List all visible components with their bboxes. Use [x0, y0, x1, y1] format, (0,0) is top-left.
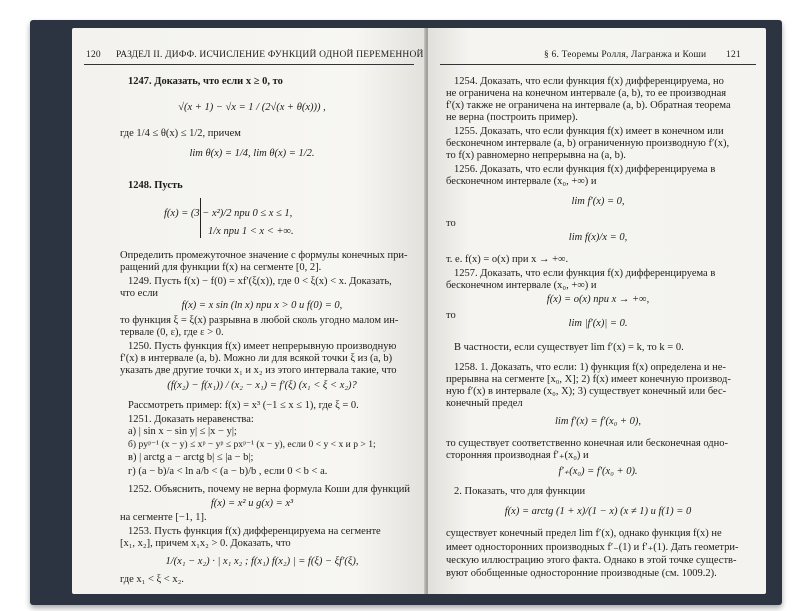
piecewise-line-2: 1/x при 1 < x < +∞. [208, 226, 294, 237]
formula-1256-a: lim f′(x) = 0, [571, 196, 625, 207]
problem-1258: 1258. 1. Доказать, что если: 1) функция f(x) определена и не- [454, 362, 726, 373]
problem-1255-text-1: бесконечном интервале (a, b) ограниченную производную f′(x), [446, 138, 730, 149]
formula-1252: f(x) = x² и g(x) = x³ [210, 498, 294, 509]
left-header-rule [84, 64, 414, 65]
problem-1258-part2-text-2: имеет односторонних производных f′₋(1) и f′₊(1). Дать геометри- [446, 542, 739, 553]
formula-arctg: f(x) = arctg (1 + x)/(1 − x) (x ≠ 1) и f(1) = 0 [504, 506, 692, 517]
piecewise-line-1: f(x) = (3 − x²)/2 при 0 ≤ x ≤ 1, [164, 208, 293, 219]
problem-1255: 1255. Доказать, что если функция f(x) имеет в конечном или [454, 126, 724, 137]
problem-1258-part2: 2. Показать, что для функции [454, 486, 586, 497]
formula-1250: (f(x₂) − f(x₁)) / (x₂ − x₁) = f′(ξ) (x₁ < ξ < x₂)? [167, 380, 357, 391]
problem-1257-text: бесконечном интервале (x₀, +∞) и [446, 280, 597, 291]
formula-theta-limits: lim θ(x) = 1/4, lim θ(x) = 1/2. [189, 148, 315, 159]
word-then-2: то [446, 310, 456, 321]
formula-1257-a: f(x) = o(x) при x → +∞, [546, 294, 650, 305]
problem-1258-text-2: ную f′(x) в интервале (x₀, X); 3) существует конечный или бес- [446, 386, 727, 397]
problem-1253-text: [x₁, x₂], причем x₁x₂ > 0. Доказать, что [120, 538, 291, 549]
right-running-head: § 6. Теоремы Ролля, Лагранжа и Коши [544, 50, 707, 60]
book-cover [30, 20, 782, 605]
problem-1258-text-4: то существует соответственно конечная или бесконечная одно- [446, 438, 728, 449]
right-page-number: 121 [726, 50, 741, 60]
left-page-number: 120 [86, 50, 101, 60]
problem-1258-text-5: сторонняя производная f′₊(x₀) и [446, 450, 589, 461]
problem-1248-text-1: Определить промежуточное значение c формулы конечных при- [120, 250, 408, 261]
problem-1257-corollary: В частности, если существует lim f′(x) = k, то k = 0. [454, 342, 684, 353]
problem-1248-text-2: ращений для функции f(x) на сегменте [0, 2]. [120, 262, 322, 273]
formula-1258-derivative: f′₊(x₀) = f′(x₀ + 0). [558, 466, 638, 477]
problem-1254-text-1: не ограничена на конечном интервале (a, b), то ее производная [446, 88, 727, 99]
inequality-a: а) | sin x − sin y| ≤ |x − y|; [128, 426, 237, 437]
left-page [72, 28, 426, 594]
problem-1258-part2-text-3: ческую иллюстрацию этого факта. Однако в этой точке существ- [446, 555, 737, 566]
right-page [428, 28, 766, 594]
problem-1258-text-3: конечный предел [446, 398, 523, 409]
problem-1258-text-1: прерывна на сегменте [x₀, X]; 2) f(x) имеет конечную производ- [446, 374, 731, 385]
problem-1254: 1254. Доказать, что если функция f(x) дифференцируема, но [454, 76, 724, 87]
problem-1253: 1253. Пусть функция f(x) дифференцируема на сегменте [128, 526, 381, 537]
problem-1258-part2-text-4: вуют обобщенные односторонние производные (см. 1009.2). [446, 568, 717, 579]
problem-1248: 1248. Пусть [128, 180, 183, 191]
problem-1256-text: бесконечном интервале (x₀, +∞) и [446, 176, 597, 187]
formula-1256-b: lim f(x)/x = 0, [568, 232, 628, 243]
problem-1256-conclusion: т. е. f(x) = o(x) при x → +∞. [446, 254, 569, 265]
problem-1254-text-2: f′(x) также не ограничена на интервале (a, b). Обратная теорема [446, 100, 731, 111]
inequality-d: г) (a − b)/a < ln a/b < (a − b)/b , если 0 < b < a. [128, 466, 328, 477]
problem-1256: 1256. Доказать, что если функция f(x) дифференцируема в [454, 164, 716, 175]
problem-1249-text-3: тервале (0, ε), где ε > 0. [120, 327, 224, 338]
formula-1249: f(x) = x sin (ln x) при x > 0 и f(0) = 0, [181, 300, 343, 311]
line-theta-bounds: где 1/4 ≤ θ(x) ≤ 1/2, причем [120, 128, 241, 139]
problem-1253-condition: где x₁ < ξ < x₂. [120, 574, 184, 585]
problem-1250: 1250. Пусть функция f(x) имеет непрерывную производную [128, 341, 397, 352]
problem-1258-part2-text-1: существует конечный предел lim f′(x), однако функция f(x) не [446, 528, 722, 539]
problem-1257: 1257. Доказать, что если функция f(x) дифференцируема в [454, 268, 716, 279]
problem-1249-text-2: то функция ξ = ξ(x) разрывна в любой сколь угодно малом ин- [120, 315, 399, 326]
formula-1257-b: lim |f′(x)| = 0. [568, 318, 628, 329]
formula-1247: √(x + 1) − √x = 1 / (2√(x + θ(x))) , [178, 102, 326, 113]
inequality-c: в) | arctg a − arctg b| ≤ |a − b|; [128, 452, 254, 463]
formula-1258-limit: lim f′(x) = f′(x₀ + 0), [555, 416, 641, 427]
problem-1251: 1251. Доказать неравенства: [128, 414, 254, 425]
left-running-head: РАЗДЕЛ II. ДИФФ. ИСЧИСЛЕНИЕ ФУНКЦИЙ ОДНОЙ ПЕРЕМЕННОЙ [116, 50, 424, 60]
inequality-b: б) pyᵖ⁻¹ (x − y) ≤ xᵖ − yᵖ ≤ pxᵖ⁻¹ (x − y), если 0 < y < x и p > 1; [128, 439, 376, 450]
right-header-rule [440, 64, 756, 65]
example-1250: Рассмотреть пример: f(x) = x³ (−1 ≤ x ≤ 1), где ξ = 0. [128, 400, 359, 411]
problem-1250-text-2: указать две другие точки x₁ и x₂ из этого интервала такие, что [120, 365, 397, 376]
problem-1249-text: что если [120, 288, 159, 299]
problem-1252: 1252. Объяснить, почему не верна формула Коши для функций [128, 484, 410, 495]
problem-1255-text-2: то f(x) равномерно непрерывна на (a, b). [446, 150, 626, 161]
problem-1249: 1249. Пусть f(x) − f(0) = xf′(ξ(x)), где 0 < ξ(x) < x. Доказать, [128, 276, 392, 287]
formula-1253: 1/(x₁ − x₂) · | x₁ x₂ ; f(x₁) f(x₂) | = f(ξ) − ξf′(ξ), [165, 556, 359, 567]
problem-1252-segment: на сегменте [−1, 1]. [120, 512, 207, 523]
problem-1247: 1247. Доказать, что если x ≥ 0, то [128, 76, 283, 87]
problem-1254-text-3: не верна (построить пример). [446, 112, 578, 123]
problem-1250-text-1: f′(x) в интервале (a, b). Можно ли для всякой точки ξ из (a, b) [120, 353, 393, 364]
word-then-1: то [446, 218, 456, 229]
